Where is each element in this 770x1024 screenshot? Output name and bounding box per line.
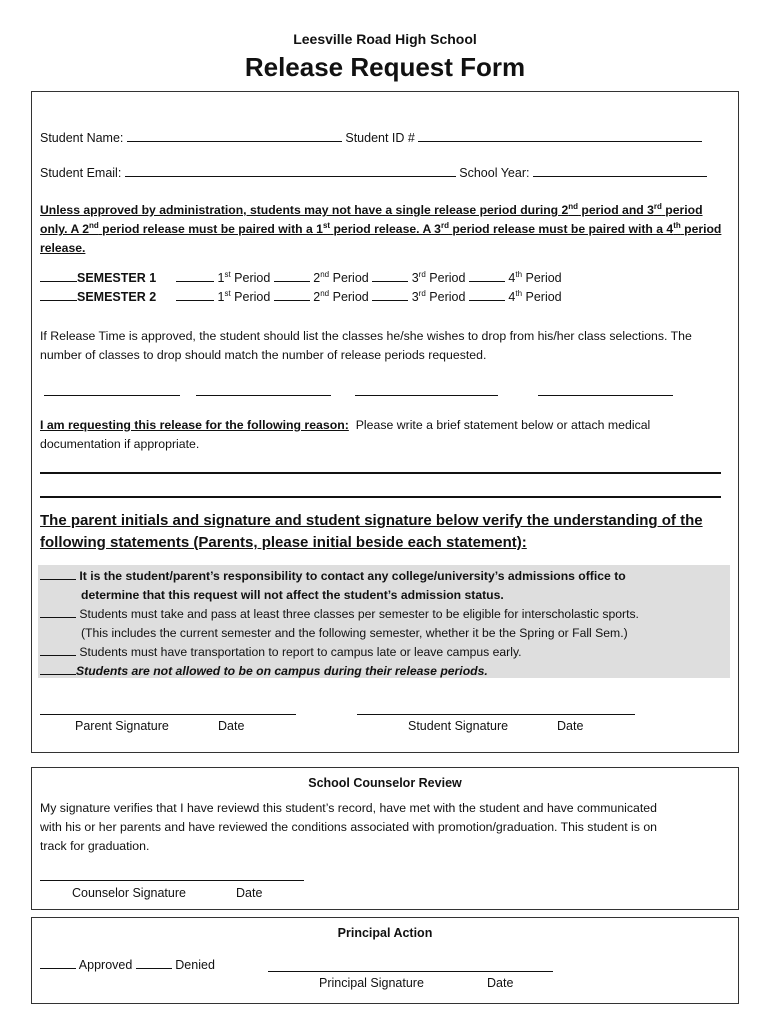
parent-signature-label: Parent Signature — [75, 719, 169, 733]
initial-3-field[interactable] — [40, 645, 76, 656]
student-signature-label: Student Signature — [408, 719, 509, 733]
reason-line-2[interactable] — [40, 496, 721, 498]
s1-period-3-field[interactable] — [372, 271, 408, 282]
reason-section — [40, 416, 730, 454]
reason-instruction: Please write a brief statement below or attach medical documentation if appropriate. — [40, 418, 651, 451]
drop-class-field-2[interactable] — [196, 395, 331, 396]
principal-date-label: Date — [487, 976, 514, 990]
statements-list — [40, 567, 730, 681]
release-rules: Unless approved by administration, students may not have a single release period during 2nd period and 3rd period only. A 2nd period release must be paired with a 1st period release. A 3rd period release must be paired with a 4th period release. — [40, 201, 722, 255]
verify-heading: The parent initials and signature and student signature below verify the understanding of the following statements (Parents, please initial beside each statement): — [40, 512, 703, 551]
principal-decision — [40, 958, 215, 972]
student-id-field[interactable] — [418, 131, 702, 142]
s2-period-2-field[interactable] — [274, 290, 310, 301]
reason-label: I am requesting this release for the following reason: — [40, 418, 349, 432]
school-year-label: School Year: — [459, 166, 530, 180]
student-email-field[interactable] — [125, 166, 456, 177]
initial-4-field[interactable] — [40, 664, 76, 675]
student-date-label: Date — [557, 719, 584, 733]
semester-2-label: SEMESTER 2 — [77, 290, 157, 304]
counselor-text: My signature verifies that I have reviewd this student’s record, have met with the student and have communicated with his or her parents and have reviewed the conditions associated with promotion/graduation. This student is on track for graduation. — [40, 801, 658, 853]
counselor-signature-label: Counselor Signature — [72, 886, 186, 900]
drop-class-field-3[interactable] — [355, 395, 498, 396]
statement-4: Students are not allowed to be on campus during their release periods. — [40, 662, 730, 681]
s1-period-1-field[interactable] — [176, 271, 214, 282]
parent-signature-line[interactable] — [40, 714, 296, 715]
denied-label: Denied — [175, 958, 215, 972]
student-email-label: Student Email: — [40, 166, 122, 180]
statement-2-cont: (This includes the current semester and the following semester, whether it be the Spring or Fall Sem.) — [81, 626, 628, 640]
drop-class-field-4[interactable] — [538, 395, 673, 396]
s1-period-4-field[interactable] — [469, 271, 505, 282]
approved-field[interactable] — [40, 958, 76, 969]
semester-2-periods: 1st Period 2nd Period 3rd Period 4th Period — [176, 290, 562, 304]
statement-1: It is the student/parent’s responsibility to contact any college/university’s admissions office to — [40, 567, 730, 586]
semester-2-row — [40, 290, 156, 304]
semester-1-label: SEMESTER 1 — [77, 271, 157, 285]
reason-line-1[interactable] — [40, 472, 721, 474]
semester-1-check[interactable] — [40, 271, 77, 282]
statement-2: Students must take and pass at least three classes per semester to be eligible for interscholastic sports. — [40, 605, 730, 624]
s2-period-4-field[interactable] — [469, 290, 505, 301]
counselor-date-label: Date — [236, 886, 263, 900]
school-name: Leesville Road High School — [293, 31, 477, 47]
statement-3: Students must have transportation to report to campus late or leave campus early. — [40, 643, 730, 662]
principal-signature-label: Principal Signature — [319, 976, 424, 990]
student-name-field[interactable] — [127, 131, 342, 142]
principal-signature-line[interactable] — [268, 971, 553, 972]
approved-label: Approved — [78, 958, 133, 972]
parent-date-label: Date — [218, 719, 245, 733]
student-id-label: Student ID # — [345, 131, 415, 145]
release-time-text: If Release Time is approved, the student should list the classes he/she wishes to drop from his/her class selections. The number of classes to drop should match the number of release periods requested. — [40, 329, 692, 362]
counselor-title: School Counselor Review — [308, 776, 462, 790]
principal-title: Principal Action — [337, 926, 433, 940]
s2-period-1-field[interactable] — [176, 290, 214, 301]
student-signature-line[interactable] — [357, 714, 635, 715]
page-title: Release Request Form — [244, 52, 526, 82]
initial-1-field[interactable] — [40, 569, 76, 580]
drop-class-field-1[interactable] — [44, 395, 180, 396]
semester-1-periods: 1st Period 2nd Period 3rd Period 4th Period — [176, 271, 562, 285]
denied-field[interactable] — [136, 958, 172, 969]
statement-1-cont: determine that this request will not affect the student’s admission status. — [81, 588, 504, 602]
school-year-field[interactable] — [533, 166, 707, 177]
s1-period-2-field[interactable] — [274, 271, 310, 282]
semester-1-row — [40, 271, 156, 285]
s2-period-3-field[interactable] — [372, 290, 408, 301]
semester-2-check[interactable] — [40, 290, 77, 301]
counselor-signature-line[interactable] — [40, 880, 304, 881]
initial-2-field[interactable] — [40, 607, 76, 618]
student-name-label: Student Name: — [40, 131, 124, 145]
